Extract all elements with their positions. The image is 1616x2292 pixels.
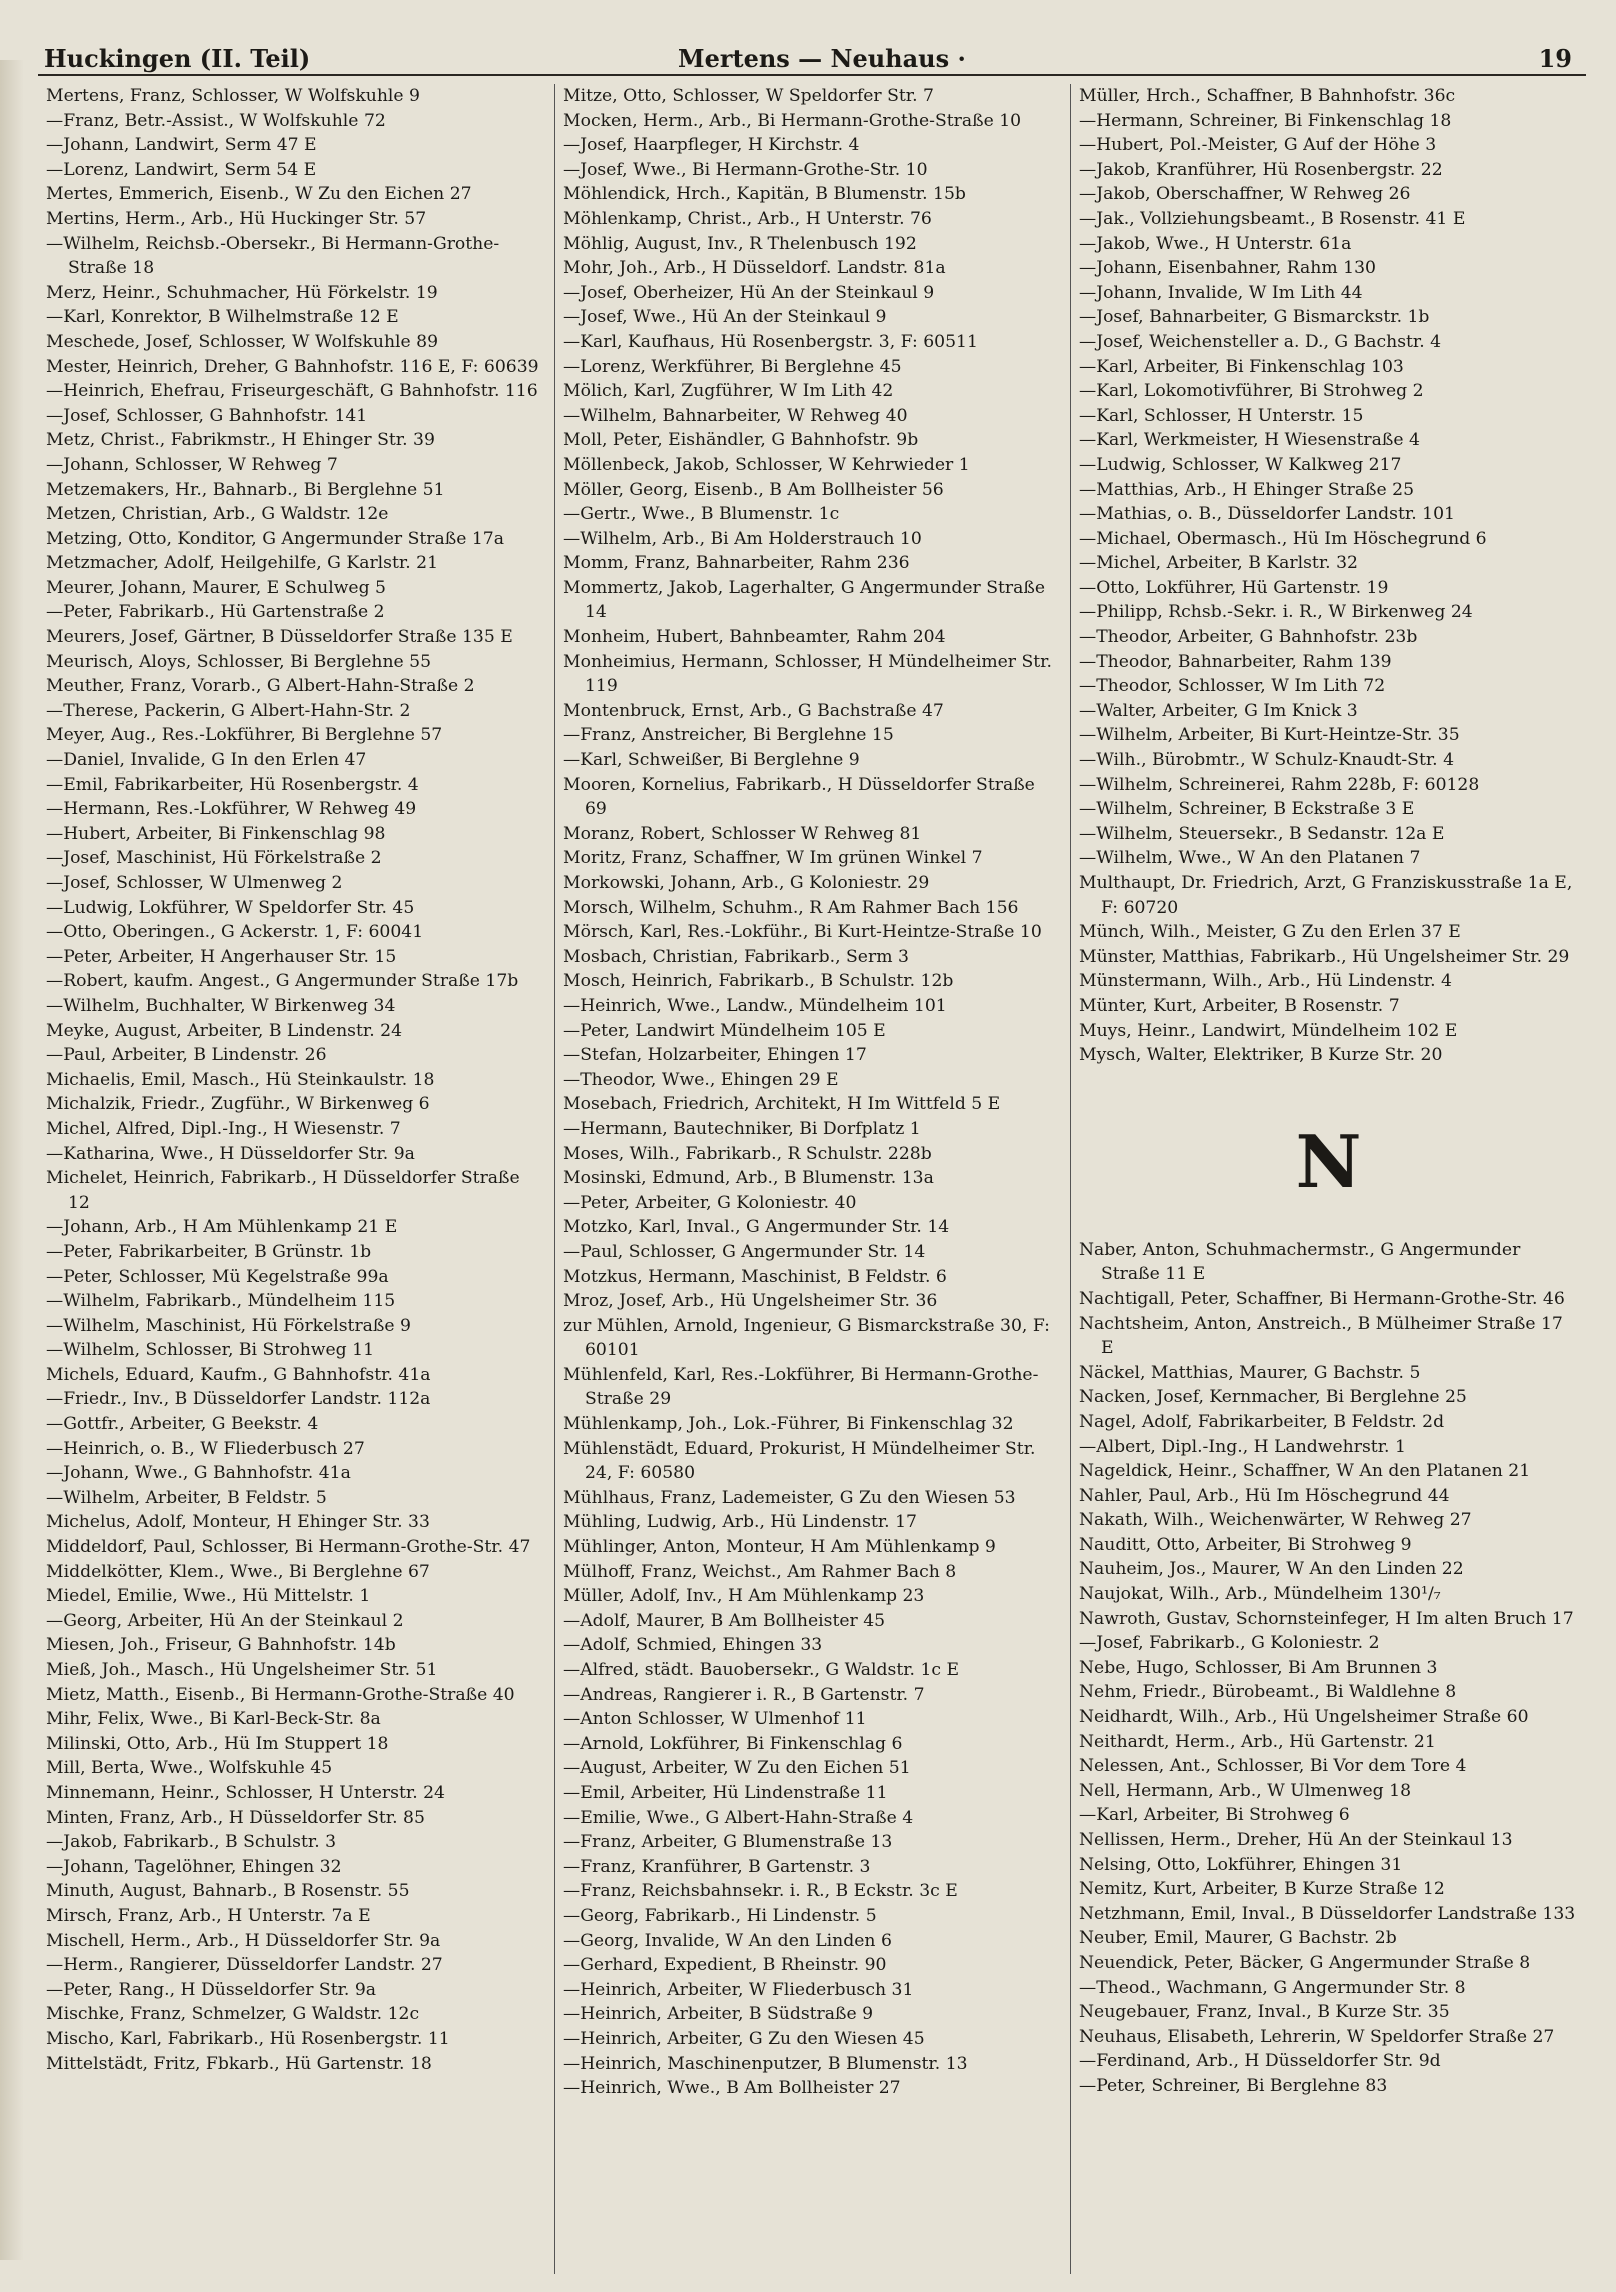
directory-entry: —Daniel, Invalide, G In den Erlen 47 [46, 750, 367, 771]
directory-entry: Michels, Eduard, Kaufm., G Bahnhofstr. 41a [46, 1364, 431, 1385]
directory-entry: Mieß, Joh., Masch., Hü Ungelsheimer Str. 51 [46, 1660, 438, 1680]
directory-entry: —Michael, Obermasch., Hü Im Höschegrund 6 [1079, 528, 1487, 549]
directory-entry: —Paul, Arbeiter, B Lindenstr. 26 [46, 1045, 327, 1066]
directory-entry: Nelsing, Otto, Lokführer, Ehingen 31 [1079, 1854, 1403, 1875]
directory-entry: Mischke, Franz, Schmelzer, G Waldstr. 12c [46, 2004, 420, 2025]
directory-entry: —Mathias, o. B., Düsseldorfer Landstr. 101 [1079, 504, 1455, 525]
directory-entry: —Heinrich, Maschinenputzer, B Blumenstr. 13 [563, 2053, 968, 2074]
directory-entry: —Theod., Wachmann, G Angermunder Str. 8 [1079, 1977, 1466, 1998]
directory-entry: —Friedr., Inv., B Düsseldorfer Landstr. 112a [46, 1389, 431, 1410]
directory-entry: —Stefan, Holzarbeiter, Ehingen 17 [563, 1045, 867, 1066]
directory-entry: Möhlig, August, Inv., R Thelenbusch 192 [563, 233, 917, 254]
directory-entry: Mosebach, Friedrich, Architekt, H Im Wittfeld 5 E [563, 1094, 1001, 1115]
directory-entry: Middelkötter, Klem., Wwe., Bi Berglehne 67 [46, 1561, 430, 1582]
directory-entry: —Walter, Arbeiter, G Im Knick 3 [1079, 700, 1358, 721]
directory-entry: —Wilhelm, Schreiner, B Eckstraße 3 E [1079, 799, 1415, 820]
column-1 [38, 84, 554, 2274]
directory-entry: —Heinrich, Wwe., Landw., Mündelheim 101 [563, 995, 947, 1016]
directory-entry: —Gottfr., Arbeiter, G Beekstr. 4 [46, 1414, 319, 1435]
directory-entry: —Jakob, Wwe., H Unterstr. 61a [1079, 233, 1352, 254]
directory-entry: —Heinrich, Arbeiter, G Zu den Wiesen 45 [563, 2028, 925, 2049]
directory-entry: —Heinrich, Arbeiter, W Fliederbusch 31 [563, 1979, 914, 2000]
directory-entry: Meurer, Johann, Maurer, E Schulweg 5 [46, 577, 386, 598]
directory-entry: Monheim, Hubert, Bahnbeamter, Rahm 204 [563, 627, 946, 648]
directory-entry: Metzmacher, Adolf, Heilgehilfe, G Karlstr. 21 [46, 553, 439, 574]
directory-entry: Miesen, Joh., Friseur, G Bahnhofstr. 14b [46, 1635, 396, 1656]
directory-entry: Mester, Heinrich, Dreher, G Bahnhofstr. 116 E, F: 60639 [46, 356, 539, 377]
directory-entry: —Georg, Arbeiter, Hü An der Steinkaul 2 [46, 1610, 404, 1631]
directory-entry: —Ludwig, Schlosser, W Kalkweg 217 [1079, 454, 1402, 475]
directory-entry: —Wilh., Bürobmtr., W Schulz-Knaudt-Str. 4 [1079, 750, 1455, 771]
directory-entry: Michelet, Heinrich, Fabrikarb., H Düsseldorfer Straße 12 [46, 1168, 520, 1213]
directory-entry: —Otto, Lokführer, Hü Gartenstr. 19 [1079, 577, 1389, 598]
directory-entry: —Jakob, Oberschaffner, W Rehweg 26 [1079, 184, 1411, 205]
directory-entry: —Johann, Eisenbahner, Rahm 130 [1079, 258, 1376, 279]
directory-entry: Minten, Franz, Arb., H Düsseldorfer Str. 85 [46, 1807, 425, 1828]
directory-entry: Middeldorf, Paul, Schlosser, Bi Hermann-Grothe-Str. 47 [46, 1537, 531, 1558]
directory-entry: Nehm, Friedr., Bürobeamt., Bi Waldlehne 8 [1079, 1682, 1457, 1703]
directory-entry: Mertins, Herm., Arb., Hü Huckinger Str. 57 [46, 208, 427, 229]
directory-entry: Monheimius, Hermann, Schlosser, H Mündelheimer Str. 119 [563, 651, 1052, 697]
directory-entry: —Josef, Weichensteller a. D., G Bachstr. 4 [1079, 331, 1442, 352]
directory-entry: —Peter, Arbeiter, G Koloniestr. 40 [563, 1192, 857, 1213]
directory-entry: Mirsch, Franz, Arb., H Unterstr. 7a E [46, 1905, 371, 1926]
directory-entry: Michelus, Adolf, Monteur, H Ehinger Str. 33 [46, 1512, 430, 1533]
directory-page [38, 40, 1586, 2276]
directory-entry: Mühlhaus, Franz, Lademeister, G Zu den Wiesen 53 [563, 1487, 1016, 1508]
directory-entry: —Johann, Arb., H Am Mühlenkamp 21 E [46, 1217, 398, 1238]
directory-entry: Metzing, Otto, Konditor, G Angermunder Straße 17a [46, 528, 504, 549]
directory-entry: Naber, Anton, Schuhmachermstr., G Angermunder Straße 11 E [1079, 1239, 1521, 1285]
directory-entry: Morkowski, Johann, Arb., G Koloniestr. 29 [563, 873, 930, 893]
directory-entry: —Hubert, Pol.-Meister, G Auf der Höhe 3 [1079, 135, 1437, 156]
directory-entry: zur Mühlen, Arnold, Ingenieur, G Bismarckstraße 30, F: 60101 [563, 1315, 1050, 1361]
directory-entry: —Wilhelm, Wwe., W An den Platanen 7 [1079, 848, 1421, 869]
directory-entry: —Michel, Arbeiter, B Karlstr. 32 [1079, 553, 1358, 574]
directory-entry: Müller, Hrch., Schaffner, B Bahnhofstr. 36c [1079, 86, 1456, 106]
directory-entry: —Karl, Schlosser, H Unterstr. 15 [1079, 405, 1364, 426]
directory-entry: Metz, Christ., Fabrikmstr., H Ehinger Str. 39 [46, 430, 435, 451]
directory-entry: —Anton Schlosser, W Ulmenhof 11 [563, 1709, 867, 1730]
directory-entry: Nawroth, Gustav, Schornsteinfeger, H Im alten Bruch 17 [1079, 1608, 1574, 1629]
directory-entry: —Franz, Reichsbahnsekr. i. R., B Eckstr. 3c E [563, 1881, 958, 1902]
directory-entry: —Heinrich, Wwe., B Am Bollheister 27 [563, 2078, 901, 2099]
directory-entry: —Wilhelm, Buchhalter, W Birkenweg 34 [46, 995, 396, 1016]
directory-entry: Milinski, Otto, Arb., Hü Im Stuppert 18 [46, 1733, 389, 1754]
directory-entry: Mühlenkamp, Joh., Lok.-Führer, Bi Finkenschlag 32 [563, 1414, 1014, 1435]
directory-entry: —Arnold, Lokführer, Bi Finkenschlag 6 [563, 1733, 903, 1754]
directory-entry: —Theodor, Schlosser, W Im Lith 72 [1079, 676, 1386, 697]
directory-entry: —Katharina, Wwe., H Düsseldorfer Str. 9a [46, 1143, 415, 1164]
directory-entry: Mill, Berta, Wwe., Wolfskuhle 45 [46, 1758, 333, 1779]
directory-entry: Nauditt, Otto, Arbeiter, Bi Strohweg 9 [1079, 1534, 1412, 1555]
directory-entry: Mertes, Emmerich, Eisenb., W Zu den Eichen 27 [46, 184, 472, 205]
directory-entry: —Wilhelm, Arbeiter, B Feldstr. 5 [46, 1487, 327, 1508]
directory-entry: Möhlendick, Hrch., Kapitän, B Blumenstr. 15b [563, 184, 966, 205]
directory-entry: Mommertz, Jakob, Lagerhalter, G Angermunder Straße 14 [563, 577, 1045, 623]
directory-entry: —Josef, Oberheizer, Hü An der Steinkaul 9 [563, 282, 935, 303]
directory-entry: Meyke, August, Arbeiter, B Lindenstr. 24 [46, 1020, 403, 1041]
directory-entry: —Josef, Schlosser, G Bahnhofstr. 141 [46, 405, 368, 426]
header-district: Huckingen (II. Teil) [44, 44, 311, 73]
directory-entry: —Lorenz, Werkführer, Bi Berglehne 45 [563, 356, 902, 377]
directory-columns [38, 84, 1586, 2274]
directory-entry: Nahler, Paul, Arb., Hü Im Höschegrund 44 [1079, 1485, 1450, 1506]
directory-entry: —Wilhelm, Fabrikarb., Mündelheim 115 [46, 1291, 396, 1312]
directory-entry: Möhlenkamp, Christ., Arb., H Unterstr. 76 [563, 208, 932, 229]
directory-entry: Metzemakers, Hr., Bahnarb., Bi Berglehne 51 [46, 479, 445, 500]
directory-entry: —Johann, Invalide, W Im Lith 44 [1079, 282, 1363, 303]
directory-entry: —Paul, Schlosser, G Angermunder Str. 14 [563, 1241, 926, 1262]
directory-entry: Netzhmann, Emil, Inval., B Düsseldorfer Landstraße 133 [1079, 1903, 1576, 1924]
directory-entry: —Emilie, Wwe., G Albert-Hahn-Straße 4 [563, 1807, 914, 1828]
directory-entry: —Wilhelm, Arbeiter, Bi Kurt-Heintze-Str. 35 [1079, 725, 1460, 746]
directory-entry: —Therese, Packerin, G Albert-Hahn-Str. 2 [46, 700, 411, 721]
directory-entry: Nachtigall, Peter, Schaffner, Bi Hermann-Grothe-Str. 46 [1079, 1288, 1565, 1309]
directory-entry: Nachtsheim, Anton, Anstreich., B Mülheimer Straße 17 E [1079, 1313, 1563, 1359]
page-number: 19 [1538, 44, 1572, 73]
directory-entry: Moranz, Robert, Schlosser W Rehweg 81 [563, 823, 922, 844]
directory-entry: —Ferdinand, Arb., H Düsseldorfer Str. 9d [1079, 2051, 1441, 2072]
directory-entry: —Jakob, Kranführer, Hü Rosenbergstr. 22 [1079, 159, 1443, 180]
directory-entry: Minuth, August, Bahnarb., B Rosenstr. 55 [46, 1881, 410, 1902]
directory-entry: —Gerhard, Expedient, B Rheinstr. 90 [563, 1955, 887, 1976]
directory-entry: —Heinrich, Ehefrau, Friseurgeschäft, G Bahnhofstr. 116 [46, 381, 538, 402]
directory-entry: —Johann, Tagelöhner, Ehingen 32 [46, 1856, 342, 1877]
directory-entry: Mroz, Josef, Arb., Hü Ungelsheimer Str. 36 [563, 1291, 938, 1312]
directory-entry: Meuther, Franz, Vorarb., G Albert-Hahn-Straße 2 [46, 676, 475, 697]
directory-entry: Mitze, Otto, Schlosser, W Speldorfer Str. 7 [563, 86, 934, 106]
directory-entry: —Jakob, Fabrikarb., B Schulstr. 3 [46, 1832, 337, 1853]
directory-entry: —Franz, Anstreicher, Bi Berglehne 15 [563, 725, 894, 746]
directory-entry: —Karl, Werkmeister, H Wiesenstraße 4 [1079, 430, 1420, 451]
directory-entry: —Adolf, Schmied, Ehingen 33 [563, 1635, 823, 1656]
directory-entry: Mühlenfeld, Karl, Res.-Lokführer, Bi Hermann-Grothe-Straße 29 [563, 1364, 1039, 1410]
directory-entry: —Heinrich, o. B., W Fliederbusch 27 [46, 1438, 365, 1459]
directory-entry: —Wilhelm, Schreinerei, Rahm 228b, F: 60128 [1079, 774, 1480, 795]
directory-entry: Möller, Georg, Eisenb., B Am Bollheister 56 [563, 479, 944, 500]
directory-entry: Münstermann, Wilh., Arb., Hü Lindenstr. 4 [1079, 971, 1452, 992]
directory-entry: Mosbach, Christian, Fabrikarb., Serm 3 [563, 946, 909, 967]
directory-entry: Nakath, Wilh., Weichenwärter, W Rehweg 27 [1079, 1510, 1472, 1531]
directory-entry: Mischo, Karl, Fabrikarb., Hü Rosenbergstr. 11 [46, 2028, 450, 2049]
directory-entry: —Franz, Betr.-Assist., W Wolfskuhle 72 [46, 110, 386, 131]
directory-entry: Motzkus, Hermann, Maschinist, B Feldstr. 6 [563, 1266, 947, 1287]
column-2 [554, 84, 1070, 2274]
directory-entry: —Wilhelm, Maschinist, Hü Förkelstraße 9 [46, 1315, 411, 1336]
directory-entry: —Karl, Schweißer, Bi Berglehne 9 [563, 750, 860, 771]
directory-entry: Mosch, Heinrich, Fabrikarb., B Schulstr. 12b [563, 971, 954, 992]
column-3-n-entries [1079, 1238, 1578, 2099]
directory-entry: —Franz, Arbeiter, G Blumenstraße 13 [563, 1832, 893, 1853]
directory-entry: Neuhaus, Elisabeth, Lehrerin, W Speldorfer Straße 27 [1079, 2026, 1555, 2047]
directory-entry: Mölich, Karl, Zugführer, W Im Lith 42 [563, 381, 894, 402]
directory-entry: —Karl, Arbeiter, Bi Strohweg 6 [1079, 1805, 1350, 1826]
directory-entry: —August, Arbeiter, W Zu den Eichen 51 [563, 1758, 911, 1779]
directory-entry: —Hermann, Res.-Lokführer, W Rehweg 49 [46, 799, 417, 820]
directory-entry: Muys, Heinr., Landwirt, Mündelheim 102 E [1079, 1020, 1458, 1041]
directory-entry: Momm, Franz, Bahnarbeiter, Rahm 236 [563, 553, 910, 574]
directory-entry: Mühlenstädt, Eduard, Prokurist, H Mündelheimer Str. 24, F: 60580 [563, 1438, 1036, 1484]
directory-entry: —Gertr., Wwe., B Blumenstr. 1c [563, 504, 840, 525]
directory-entry: Nauheim, Jos., Maurer, W An den Linden 22 [1079, 1559, 1464, 1580]
directory-entry: Meyer, Aug., Res.-Lokführer, Bi Berglehne 57 [46, 725, 443, 746]
directory-entry: Naujokat, Wilh., Arb., Mündelheim 130¹/₇ [1079, 1584, 1441, 1605]
directory-entry: Mietz, Matth., Eisenb., Bi Hermann-Grothe-Straße 40 [46, 1684, 515, 1705]
directory-entry: Neidhardt, Wilh., Arb., Hü Ungelsheimer Straße 60 [1079, 1707, 1529, 1728]
directory-entry: —Peter, Schreiner, Bi Berglehne 83 [1079, 2075, 1388, 2096]
directory-entry: Nageldick, Heinr., Schaffner, W An den Platanen 21 [1079, 1461, 1531, 1482]
directory-entry: —Karl, Lokomotivführer, Bi Strohweg 2 [1079, 381, 1424, 402]
directory-entry: —Wilhelm, Steuersekr., B Sedanstr. 12a E [1079, 823, 1445, 844]
directory-entry: Meurers, Josef, Gärtner, B Düsseldorfer Straße 135 E [46, 627, 513, 648]
directory-entry: Müller, Adolf, Inv., H Am Mühlenkamp 23 [563, 1586, 925, 1607]
directory-entry: —Hermann, Bautechniker, Bi Dorfplatz 1 [563, 1118, 921, 1139]
directory-entry: Mittelstädt, Fritz, Fbkarb., Hü Gartenstr. 18 [46, 2053, 432, 2074]
directory-entry: —Alfred, städt. Bauobersekr., G Waldstr. 1c E [563, 1660, 960, 1680]
directory-entry: —Andreas, Rangierer i. R., B Gartenstr. 7 [563, 1684, 925, 1705]
directory-entry: Neithardt, Herm., Arb., Hü Gartenstr. 21 [1079, 1731, 1436, 1752]
directory-entry: —Emil, Fabrikarbeiter, Hü Rosenbergstr. 4 [46, 774, 419, 795]
column-3 [1070, 84, 1586, 2274]
directory-entry: Mertens, Franz, Schlosser, W Wolfskuhle 9 [46, 86, 420, 106]
directory-entry: Nell, Hermann, Arb., W Ulmenweg 18 [1079, 1780, 1412, 1801]
directory-entry: —Georg, Fabrikarb., Hi Lindenstr. 5 [563, 1905, 877, 1926]
directory-entry: —Josef, Fabrikarb., G Koloniestr. 2 [1079, 1633, 1380, 1654]
directory-entry: Metzen, Christian, Arb., G Waldstr. 12e [46, 504, 389, 525]
directory-entry: —Wilhelm, Reichsb.-Obersekr., Bi Hermann-Grothe-Straße 18 [46, 233, 500, 279]
directory-entry: Multhaupt, Dr. Friedrich, Arzt, G Franziskusstraße 1a E, F: 60720 [1079, 873, 1573, 918]
directory-entry: —Wilhelm, Schlosser, Bi Strohweg 11 [46, 1340, 375, 1361]
directory-entry: —Johann, Schlosser, W Rehweg 7 [46, 454, 338, 475]
directory-entry: —Wilhelm, Bahnarbeiter, W Rehweg 40 [563, 405, 908, 426]
directory-entry: —Emil, Arbeiter, Hü Lindenstraße 11 [563, 1782, 888, 1803]
directory-entry: Neugebauer, Franz, Inval., B Kurze Str. 35 [1079, 2002, 1450, 2023]
directory-entry: Mühlinger, Anton, Monteur, H Am Mühlenkamp 9 [563, 1537, 996, 1558]
directory-entry: —Theodor, Wwe., Ehingen 29 E [563, 1069, 839, 1090]
directory-entry: Möllenbeck, Jakob, Schlosser, W Kehrwieder 1 [563, 454, 970, 475]
directory-entry: —Josef, Bahnarbeiter, G Bismarckstr. 1b [1079, 307, 1430, 328]
directory-entry: Nebe, Hugo, Schlosser, Bi Am Brunnen 3 [1079, 1657, 1438, 1678]
directory-entry: —Karl, Arbeiter, Bi Finkenschlag 103 [1079, 356, 1404, 377]
directory-entry: Morsch, Wilhelm, Schuhm., R Am Rahmer Bach 156 [563, 897, 1019, 918]
directory-entry: Mischell, Herm., Arb., H Düsseldorfer Str. 9a [46, 1930, 441, 1951]
directory-entry: —Josef, Schlosser, W Ulmenweg 2 [46, 873, 343, 893]
directory-entry: Münter, Kurt, Arbeiter, B Rosenstr. 7 [1079, 995, 1400, 1016]
directory-entry: Nelessen, Ant., Schlosser, Bi Vor dem Tore 4 [1079, 1756, 1467, 1777]
directory-entry: —Matthias, Arb., H Ehinger Straße 25 [1079, 479, 1415, 500]
directory-entry: Nagel, Adolf, Fabrikarbeiter, B Feldstr. 2d [1079, 1411, 1445, 1432]
section-letter-n: N [1295, 1118, 1362, 1204]
directory-entry: Neuber, Emil, Maurer, G Bachstr. 2b [1079, 1928, 1397, 1949]
directory-entry: —Hermann, Schreiner, Bi Finkenschlag 18 [1079, 110, 1452, 131]
directory-entry: Münch, Wilh., Meister, G Zu den Erlen 37 E [1079, 922, 1461, 943]
directory-entry: —Karl, Konrektor, B Wilhelmstraße 12 E [46, 307, 399, 328]
directory-entry: Meschede, Josef, Schlosser, W Wolfskuhle 89 [46, 331, 439, 352]
directory-entry: —Herm., Rangierer, Düsseldorfer Landstr. 27 [46, 1955, 443, 1976]
directory-entry: Michalzik, Friedr., Zugführ., W Birkenweg 6 [46, 1094, 430, 1115]
directory-entry: —Josef, Wwe., Bi Hermann-Grothe-Str. 10 [563, 159, 928, 180]
directory-entry: —Peter, Schlosser, Mü Kegelstraße 99a [46, 1266, 389, 1287]
directory-entry: —Josef, Haarpfleger, H Kirchstr. 4 [563, 135, 860, 156]
directory-entry: Nemitz, Kurt, Arbeiter, B Kurze Straße 12 [1079, 1879, 1445, 1900]
directory-entry: —Johann, Wwe., G Bahnhofstr. 41a [46, 1463, 351, 1484]
page-margin-strip [0, 60, 24, 2260]
directory-entry: Meurisch, Aloys, Schlosser, Bi Berglehne 55 [46, 651, 432, 672]
directory-entry: Mörsch, Karl, Res.-Lokführ., Bi Kurt-Heintze-Straße 10 [563, 922, 1042, 943]
directory-entry: Minnemann, Heinr., Schlosser, H Unterstr. 24 [46, 1782, 445, 1803]
directory-entry: —Karl, Kaufhaus, Hü Rosenbergstr. 3, F: 60511 [563, 331, 978, 352]
directory-entry: —Otto, Oberingen., G Ackerstr. 1, F: 60041 [46, 922, 424, 943]
directory-entry: Michel, Alfred, Dipl.-Ing., H Wiesenstr. 7 [46, 1118, 401, 1139]
directory-entry: Mohr, Joh., Arb., H Düsseldorf. Landstr. 81a [563, 258, 946, 279]
directory-entry: Moll, Peter, Eishändler, G Bahnhofstr. 9b [563, 430, 919, 451]
directory-entry: —Peter, Fabrikarb., Hü Gartenstraße 2 [46, 602, 385, 623]
directory-entry: Moritz, Franz, Schaffner, W Im grünen Winkel 7 [563, 848, 983, 869]
directory-entry: Neuendick, Peter, Bäcker, G Angermunder Straße 8 [1079, 1952, 1531, 1973]
column-3-m-entries [1079, 84, 1578, 1068]
directory-entry: Miedel, Emilie, Wwe., Hü Mittelstr. 1 [46, 1586, 371, 1607]
directory-entry: —Ludwig, Lokführer, W Speldorfer Str. 45 [46, 897, 415, 918]
directory-entry: Montenbruck, Ernst, Arb., G Bachstraße 47 [563, 700, 944, 721]
directory-entry: —Robert, kaufm. Angest., G Angermunder Straße 17b [46, 971, 519, 992]
directory-entry: —Hubert, Arbeiter, Bi Finkenschlag 98 [46, 823, 386, 844]
directory-entry: Mooren, Kornelius, Fabrikarb., H Düsseldorfer Straße 69 [563, 774, 1035, 820]
directory-entry: Moses, Wilh., Fabrikarb., R Schulstr. 228b [563, 1143, 932, 1164]
directory-entry: —Peter, Fabrikarbeiter, B Grünstr. 1b [46, 1241, 372, 1262]
directory-entry: —Peter, Rang., H Düsseldorfer Str. 9a [46, 1979, 377, 2000]
directory-entry: Michaelis, Emil, Masch., Hü Steinkaulstr. 18 [46, 1069, 435, 1090]
directory-entry: —Adolf, Maurer, B Am Bollheister 45 [563, 1610, 886, 1631]
directory-entry: Mülhoff, Franz, Weichst., Am Rahmer Bach 8 [563, 1561, 957, 1582]
directory-entry: —Jak., Vollziehungsbeamt., B Rosenstr. 41 E [1079, 208, 1466, 229]
directory-entry: —Johann, Landwirt, Serm 47 E [46, 135, 317, 156]
directory-entry: —Lorenz, Landwirt, Serm 54 E [46, 159, 317, 180]
directory-entry: —Philipp, Rchsb.-Sekr. i. R., W Birkenweg 24 [1079, 602, 1473, 623]
directory-entry: —Theodor, Arbeiter, G Bahnhofstr. 23b [1079, 627, 1418, 648]
directory-entry: Münster, Matthias, Fabrikarb., Hü Ungelsheimer Str. 29 [1079, 946, 1570, 967]
directory-entry: —Josef, Wwe., Hü An der Steinkaul 9 [563, 307, 887, 328]
directory-entry: —Theodor, Bahnarbeiter, Rahm 139 [1079, 651, 1392, 672]
directory-entry: Mocken, Herm., Arb., Bi Hermann-Grothe-Straße 10 [563, 110, 1022, 131]
header-name-range: Mertens — Neuhaus · [678, 44, 966, 73]
directory-entry: Mihr, Felix, Wwe., Bi Karl-Beck-Str. 8a [46, 1709, 381, 1730]
directory-entry: Näckel, Matthias, Maurer, G Bachstr. 5 [1079, 1362, 1421, 1383]
directory-entry: Mühling, Ludwig, Arb., Hü Lindenstr. 17 [563, 1512, 917, 1533]
directory-entry: Nellissen, Herm., Dreher, Hü An der Steinkaul 13 [1079, 1830, 1513, 1850]
directory-entry: —Heinrich, Arbeiter, B Südstraße 9 [563, 2004, 874, 2025]
directory-entry: Motzko, Karl, Inval., G Angermunder Str. 14 [563, 1217, 950, 1238]
directory-entry: —Josef, Maschinist, Hü Förkelstraße 2 [46, 848, 382, 869]
directory-entry: —Georg, Invalide, W An den Linden 6 [563, 1930, 892, 1951]
directory-entry: Nacken, Josef, Kernmacher, Bi Berglehne 25 [1079, 1387, 1467, 1408]
directory-entry: —Franz, Kranführer, B Gartenstr. 3 [563, 1856, 871, 1877]
directory-entry: Mosinski, Edmund, Arb., B Blumenstr. 13a [563, 1168, 934, 1189]
directory-entry: Merz, Heinr., Schuhmacher, Hü Förkelstr. 19 [46, 282, 438, 303]
page-header [38, 40, 1586, 76]
directory-entry: —Peter, Arbeiter, H Angerhauser Str. 15 [46, 946, 397, 967]
directory-entry: —Wilhelm, Arb., Bi Am Holderstrauch 10 [563, 528, 922, 549]
directory-entry: —Peter, Landwirt Mündelheim 105 E [563, 1020, 886, 1041]
directory-entry: Mysch, Walter, Elektriker, B Kurze Str. 20 [1079, 1045, 1443, 1066]
directory-entry: —Albert, Dipl.-Ing., H Landwehrstr. 1 [1079, 1436, 1406, 1457]
